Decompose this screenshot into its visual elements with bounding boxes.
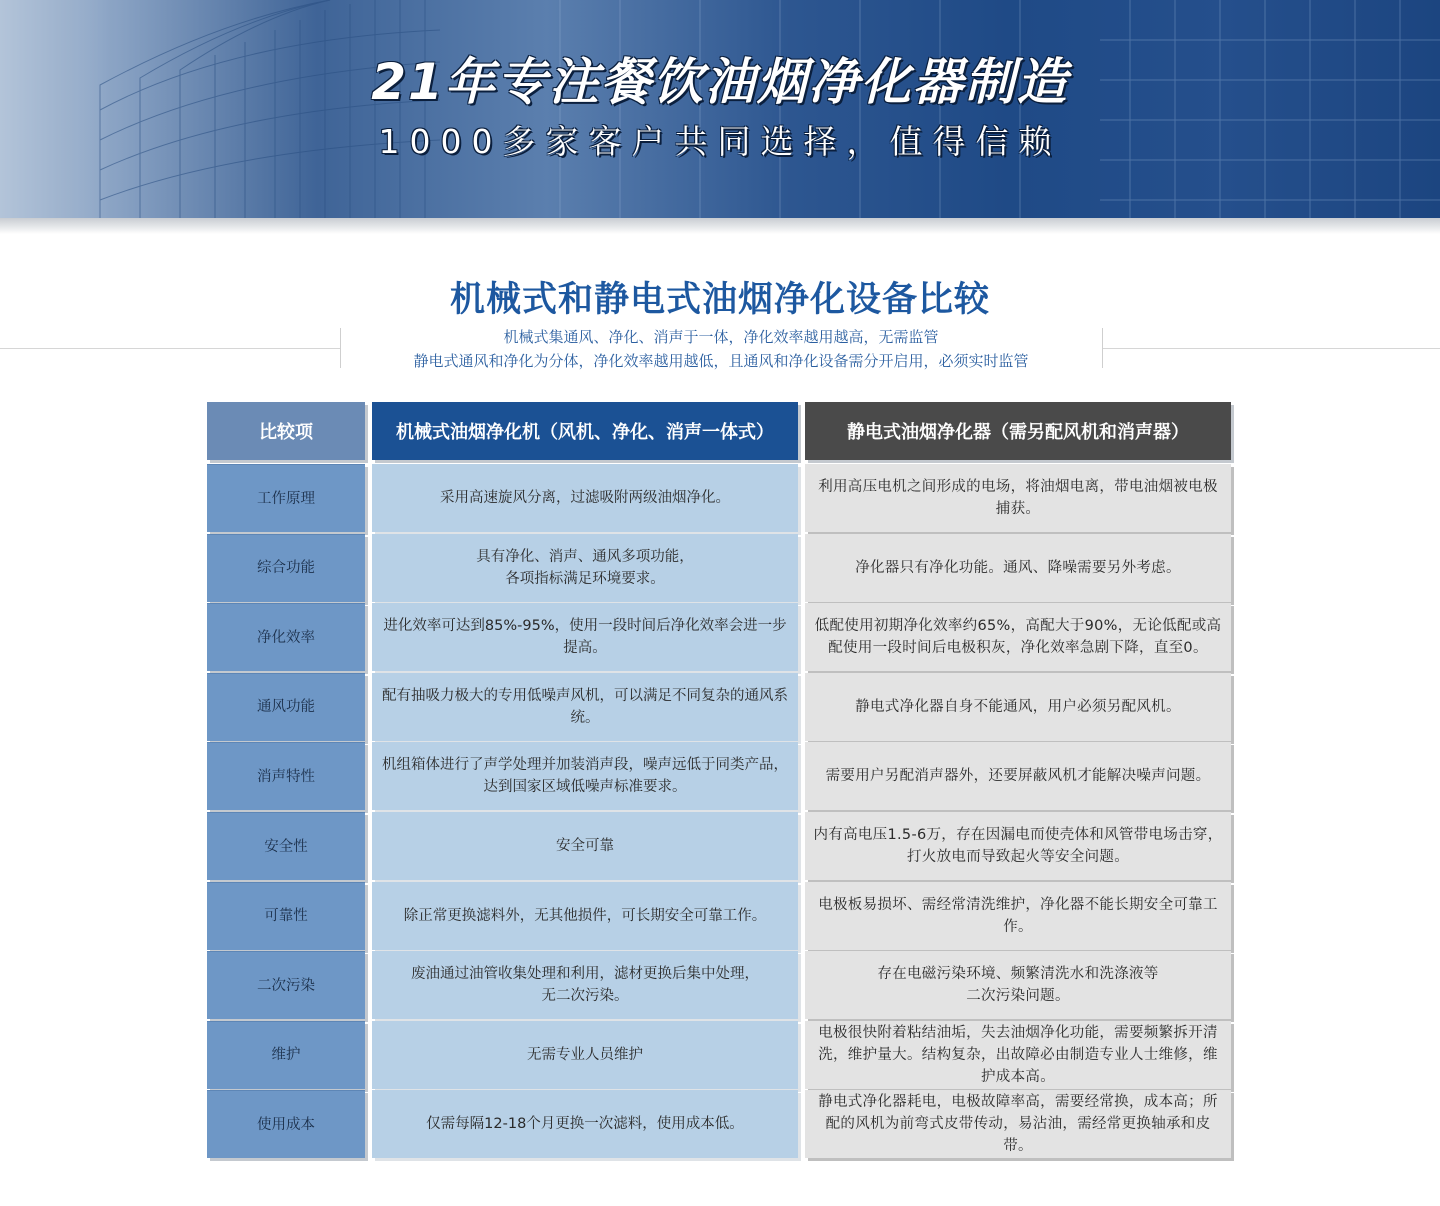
- cell-mechanical: 具有净化、消声、通风多项功能， 各项指标满足环境要求。: [372, 534, 798, 602]
- table-row: [207, 742, 1237, 810]
- table-row: [207, 673, 1237, 741]
- cell-mechanical: 采用高速旋风分离，过滤吸附两级油烟净化。: [372, 464, 798, 532]
- cell-mechanical: 除正常更换滤料外，无其他损件，可长期安全可靠工作。: [372, 882, 798, 950]
- cell-mechanical: 进化效率可达到85%-95%，使用一段时间后净化效率会进一步提高。: [372, 603, 798, 671]
- cell-compare-item: 综合功能: [207, 534, 365, 602]
- divider-left: [0, 348, 340, 349]
- banner-shadow: [0, 218, 1440, 234]
- header-electrostatic: 静电式油烟净化器（需另配风机和消声器）: [805, 402, 1231, 460]
- cell-electrostatic: 低配使用初期净化效率约65%，高配大于90%，无论低配或高配使用一段时间后电极积灰，净化效率急剧下降，直至0。: [805, 603, 1231, 671]
- cell-compare-item: 净化效率: [207, 603, 365, 671]
- cell-electrostatic: 电极板易损坏、需经常清洗维护，净化器不能长期安全可靠工作。: [805, 882, 1231, 950]
- intro-line-1: 机械式集通风、净化、消声于一体，净化效率越用越高，无需监管: [503, 328, 939, 346]
- cell-electrostatic: 净化器只有净化功能。通风、降噪需要另外考虑。: [805, 534, 1231, 602]
- cell-electrostatic: 内有高电压1.5-6万，存在因漏电而使壳体和风管带电场击穿，打火放电而导致起火等安全问题。: [805, 812, 1231, 880]
- table-row: [207, 951, 1237, 1019]
- cell-compare-item: 维护: [207, 1021, 365, 1089]
- cell-compare-item: 消声特性: [207, 742, 365, 810]
- cell-mechanical: 无需专业人员维护: [372, 1021, 798, 1089]
- header-mechanical: 机械式油烟净化机（风机、净化、消声一体式）: [372, 402, 798, 460]
- cell-electrostatic: 静电式净化器自身不能通风，用户必须另配风机。: [805, 673, 1231, 741]
- table-row: [207, 1090, 1237, 1158]
- cell-compare-item: 安全性: [207, 812, 365, 880]
- table-row: [207, 464, 1237, 532]
- table-row: [207, 603, 1237, 671]
- banner-subtitle: 1000多家客户共同选择，值得信赖: [378, 122, 1062, 161]
- header-compare-item: 比较项: [207, 402, 365, 460]
- table-row: [207, 534, 1237, 602]
- cell-electrostatic: 电极很快附着粘结油垢，失去油烟净化功能，需要频繁拆开清洗，维护量大。结构复杂，出故障必由制造专业人士维修，维护成本高。: [805, 1021, 1231, 1089]
- cell-compare-item: 二次污染: [207, 951, 365, 1019]
- cell-electrostatic: 需要用户另配消声器外，还要屏蔽风机才能解决噪声问题。: [805, 742, 1231, 810]
- cell-mechanical: 废油通过油管收集处理和利用，滤材更换后集中处理， 无二次污染。: [372, 951, 798, 1019]
- banner-title: 21年专注餐饮油烟净化器制造: [371, 53, 1069, 111]
- cell-mechanical: 配有抽吸力极大的专用低噪声风机，可以满足不同复杂的通风系统。: [372, 673, 798, 741]
- cell-compare-item: 工作原理: [207, 464, 365, 532]
- table-row: [207, 812, 1237, 880]
- divider-tick-right: [1102, 328, 1103, 368]
- table-row: [207, 882, 1237, 950]
- hero-banner: [0, 0, 1440, 218]
- divider-right: [1102, 348, 1440, 349]
- cell-compare-item: 使用成本: [207, 1090, 365, 1158]
- cell-electrostatic: 静电式净化器耗电，电极故障率高，需要经常换，成本高；所配的风机为前弯式皮带传动，易沾油，需经常更换轴承和皮带。: [805, 1090, 1231, 1158]
- intro-line-2: 静电式通风和净化为分体，净化效率越用越低，且通风和净化设备需分开启用，必须实时监管: [413, 352, 1029, 370]
- cell-mechanical: 安全可靠: [372, 812, 798, 880]
- cell-compare-item: 可靠性: [207, 882, 365, 950]
- cell-mechanical: 仅需每隔12-18个月更换一次滤料，使用成本低。: [372, 1090, 798, 1158]
- table-row: [207, 1021, 1237, 1089]
- section-title: 机械式和静电式油烟净化设备比较: [449, 280, 990, 320]
- cell-electrostatic: 利用高压电机之间形成的电场，将油烟电离，带电油烟被电极捕获。: [805, 464, 1231, 532]
- cell-electrostatic: 存在电磁污染环境、频繁清洗水和洗涤液等 二次污染问题。: [805, 951, 1231, 1019]
- cell-mechanical: 机组箱体进行了声学处理并加装消声段，噪声远低于同类产品，达到国家区域低噪声标准要求。: [372, 742, 798, 810]
- cell-compare-item: 通风功能: [207, 673, 365, 741]
